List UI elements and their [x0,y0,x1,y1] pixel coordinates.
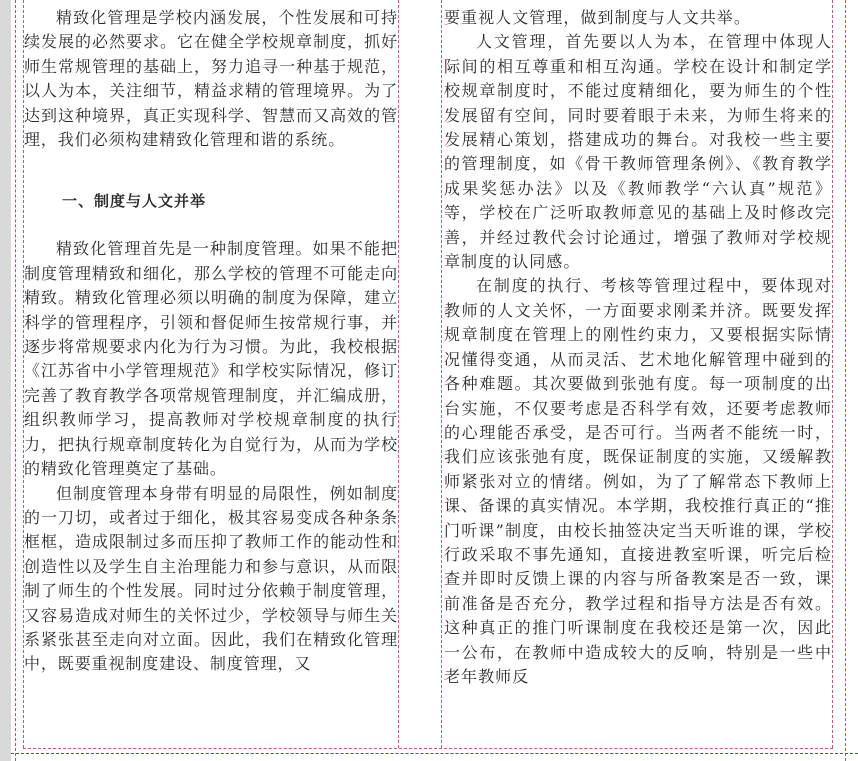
right-text-column [444,6,832,689]
section-heading: 一、制度与人文并举 [62,192,207,211]
right-page-guide [845,0,846,761]
page-bottom-guide [11,753,858,754]
left-page-guide [15,0,16,761]
body-paragraph: 在制度的执行、考核等管理过程中，要体现对教师的人文关怀，一方面要求刚柔并济。既要发挥规章制度在管理上的刚性约束力，又要根据实际情况懂得变通，从而灵活、艺术地化解管理中碰到的各种难题。其次要做到张弛有度。每一项制度的出台实施，不仅要考虑是否科学有效，还要考虑教师的心理能否承受，是否可行。当两者不能统一时，我们应该张弛有度，既保证制度的实施，又缓解教师紧张对立的情绪。例如，为了了解常态下教师上课、备课的真实情况。本学期，我校推行真正的“推门听课”制度，由校长抽签决定当天听谁的课，学校行政采取不事先通知，直接进教室听课，听完后检查并即时反馈上课的内容与所备教案是否一致，课前准备是否充分，教学过程和指导方法是否有效。这种真正的推门听课制度在我校还是第一次，因此一公布，在教师中造成较大的反响，特别是一些中老年教师反 [444,276,832,686]
document-left-margin-strip [0,0,11,761]
bottom-margin-guide [23,748,833,749]
left-text-column [24,6,398,677]
right-column-left-margin-guide [441,0,442,748]
body-paragraph: 但制度管理本身带有明显的局限性，例如制度的一刀切，或者过于细化，极其容易变成各种条条框框，造成限制过多而压抑了教师工作的能动性和创造性以及学生自主治理能力和参与意识，从而限制了师生的个性发展。同时过分依赖于制度管理，又容易造成对师生的关怀过少，学校领导与师生关系紧张甚至走向对立面。因此，我们在精致化管理中，既要重视制度建设、制度管理，又 [24,483,398,674]
left-column-right-margin-guide [398,0,399,748]
intro-paragraph: 精致化管理是学校内涵发展，个性发展和可持续发展的必然要求。它在健全学校规章制度，抓好师生常规管理的基础上，努力追寻一种基于规范，以人为本，关注细节，精益求精的管理境界。为了达到这种境界，真正实现科学、智慧而又高效的管理，我们必须构建精致化管理和谐的系统。 [24,8,398,150]
body-paragraph: 精致化管理首先是一种制度管理。如果不能把制度管理精致和细化，那么学校的管理不可能走向精致。精致化管理必须以明确的制度为保障，建立科学的管理程序，引领和督促师生按常规行事，并逐步将常规要求内化为行为习惯。为此，我校根据《江苏省中小学管理规范》和学校实际情况，修订完善了教育教学各项常规管理制度，并汇编成册，组织教师学习，提高教师对学校规章制度的执行力，把执行规章制度转化为自觉行为，从而为学校的精致化管理奠定了基础。 [24,239,398,479]
continued-paragraph: 要重视人文管理，做到制度与人文共举。 [444,8,751,27]
body-paragraph: 人文管理，首先要以人为本，在管理中体现人际间的相互尊重和相互沟通。学校在设计和制定学校规章制度时，不能过度精细化，要为师生的个性发展留有空间，同时要着眼于未来，为师生将来的发展精心策划，搭建成功的舞台。对我校一些主要的管理制度，如《骨干教师管理条例》、《教育教学成果奖惩办法》以及《教师教学“六认真”规范》等，学校在广泛听取教师意见的基础上及时修改完善，并经过教代会讨论通过，增强了教师对学校规章制度的认同感。 [444,32,832,272]
right-column-right-margin-guide [832,0,833,748]
